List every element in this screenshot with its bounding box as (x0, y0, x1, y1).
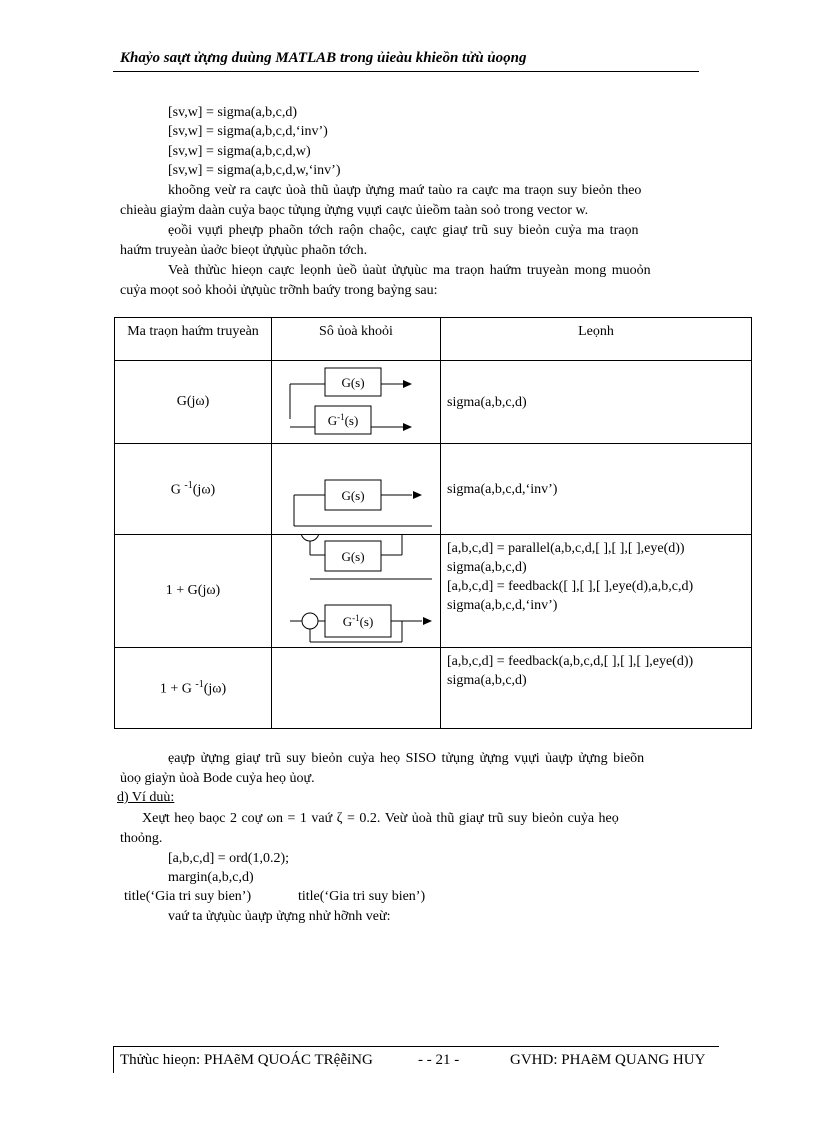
block-diagram-cell (272, 648, 441, 729)
tf-cell: G $^{-1}$(jω) (115, 444, 272, 535)
header-command: Leọnh (441, 318, 752, 361)
paragraph-line: cuỷa moọt soỏ khoỏi ửựụùc trỡnh baứy trong baỷng sau: (120, 283, 438, 298)
paragraph-line: thoỏng. (120, 831, 163, 846)
header-rule (113, 71, 699, 72)
arrow-icon (423, 617, 432, 625)
paragraph-line: khoõng veừ ra caực ủoà thũ ủaựp ửựng maứ taùo ra caực ma traọn suy bieỏn theo (168, 183, 642, 198)
tf-cell: 1 + G(jω) (115, 535, 272, 648)
footer-left-bar (113, 1047, 114, 1073)
svg-text:G(s): G(s) (341, 375, 365, 390)
page-header-title: Khaỷo saựt ửựng duùng MATLAB trong ủieàu khieồn tửù ủoọng (120, 50, 527, 66)
block-diagram-3 (272, 535, 440, 647)
block-diagram-cell (272, 361, 441, 444)
paragraph-line: chieàu giaỷm daàn cuỷa baọc tửụng ửựng vụựi caực ủieồm taàn soỏ trong vector w. (120, 203, 589, 218)
svg-text:G(s): G(s) (341, 488, 365, 503)
svg-text:G-1(s): $G^{-1}(s)$ (342, 613, 374, 629)
section-heading: d) Ví duù: (117, 790, 175, 805)
command-cell: sigma(a,b,c,d,‘inv’) (441, 444, 752, 535)
commands-table (114, 317, 752, 729)
paragraph-line: Veà thửùc hieọn caực leọnh ủeồ ủaùt ửựụùc ma traọn haứm truyeàn mong muoỏn (168, 263, 651, 278)
svg-text:G(s): G(s) (341, 549, 365, 564)
block-diagram-2 (272, 444, 440, 534)
tf-cell: G(jω) (115, 361, 272, 444)
paragraph-line: ẹoồi vụựi pheựp phaõn tớch raộn chaộc, caực giaự trũ suy bieỏn cuỷa ma traọn (168, 223, 639, 238)
code-line: [sv,w] = sigma(a,b,c,d,w,‘inv’) (168, 163, 341, 178)
arrow-icon (403, 380, 412, 388)
paragraph-line: haứm truyeàn ủaởc bieọt ửựụùc phaõn tớch. (120, 243, 368, 258)
arrow-icon (403, 423, 412, 431)
command-cell: sigma(a,b,c,d) (441, 361, 752, 444)
paragraph-line: Xeựt heọ baọc 2 coự ωn = 1 vaứ ζ = 0.2. Veừ ủoà thũ giaự trũ suy bieỏn cuỷa heọ (142, 811, 619, 826)
svg-text:G-1(s): $G^{-1}(s)$ (327, 412, 359, 428)
paragraph-line: ủoọ giaỷn ủoà Bode cuỷa heọ ủoự. (120, 771, 315, 786)
block-diagram-1 (272, 361, 440, 443)
footer-advisor: GVHD: PHAẽM QUANG HUY (510, 1052, 706, 1068)
summing-junction (301, 535, 319, 541)
footer-page-number: - - 21 - (418, 1052, 460, 1068)
code-line: title(‘Gia tri suy bien’) (124, 889, 252, 904)
code-line: margin(a,b,c,d) (168, 870, 254, 885)
paragraph-line: ẹaựp ửựng giaự trũ suy bieỏn cuỷa heọ SISO tửụng ửựng vụựi ủaựp ửựng bieõn (168, 751, 645, 766)
paragraph-line: vaứ ta ửựụùc ủaựp ửựng nhử hỡnh veừ: (168, 909, 391, 924)
header-block-diagram: Sô ủoà khoỏi (272, 318, 441, 361)
arrow-icon (413, 491, 422, 499)
tf-cell: 1 + G $^{-1}$(jω) (115, 648, 272, 729)
footer-author: Thửùc hieọn: PHAẽM QUOÁC TRệễỉNG (120, 1052, 373, 1068)
command-cell: [a,b,c,d] = parallel(a,b,c,d,[ ],[ ],[ ],eye(d)) sigma(a,b,c,d) [a,b,c,d] = feedback([ ],[ ],[ ],eye(d),a,b,c,d) sigma(a,b,c,d,‘inv’) (441, 535, 752, 648)
summing-junction (302, 613, 318, 629)
block-diagram-cell (272, 535, 441, 648)
code-line: [sv,w] = sigma(a,b,c,d,w) (168, 144, 311, 159)
code-line: [sv,w] = sigma(a,b,c,d) (168, 105, 298, 120)
code-line: [sv,w] = sigma(a,b,c,d,‘inv’) (168, 124, 328, 139)
code-line: title(‘Gia tri suy bien’) (298, 889, 426, 904)
header-tf: Ma traọn haứm truyeàn (115, 318, 272, 361)
command-cell: [a,b,c,d] = feedback(a,b,c,d,[ ],[ ],[ ],eye(d)) sigma(a,b,c,d) (441, 648, 752, 729)
footer-rule (113, 1046, 719, 1047)
block-diagram-cell (272, 444, 441, 535)
code-line: [a,b,c,d] = ord(1,0.2); (168, 851, 290, 866)
